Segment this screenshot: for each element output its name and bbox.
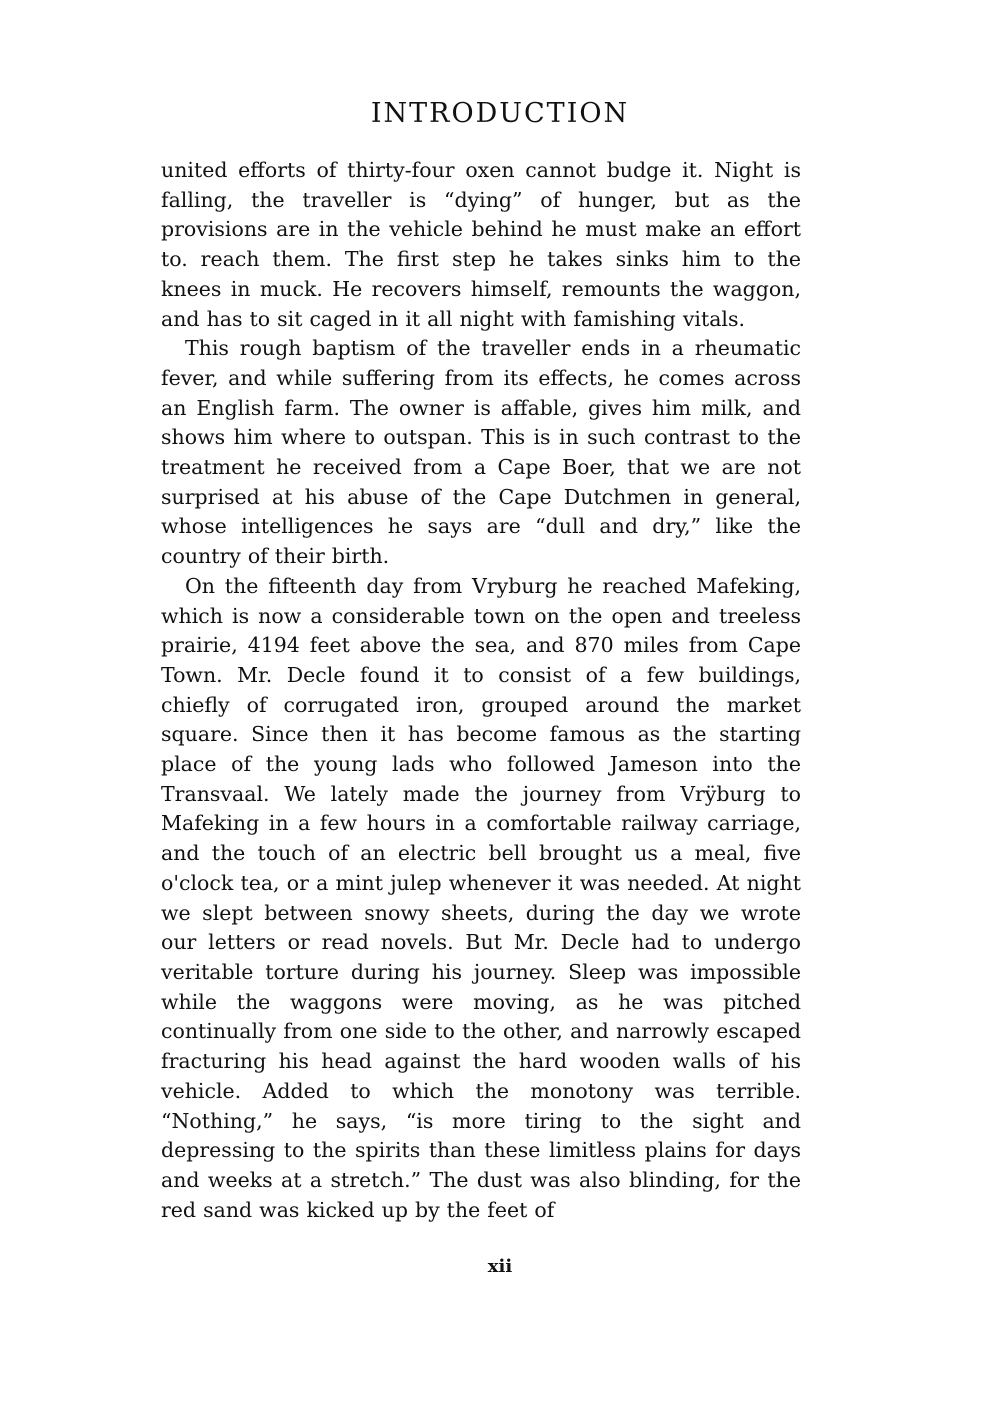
body-text [161, 156, 801, 1225]
paragraph-rheumatic-fever: This rough baptism of the traveller ends in a rheumatic fever, and while suffering from its effects, he comes across an English farm. The owner is affable, gives him milk, and shows him where to outspan. This is in such contrast to the treatment he received from a Cape Boer, that we are not surprised at his abuse of the Cape Dutchmen in general, whose intelligences he says are “dull and dry,” like the country of their birth. [161, 336, 801, 569]
paragraph-continued: united efforts of thirty-four oxen cannot budge it. Night is falling, the traveller is “dying” of hunger, but as the provisions are in the vehicle behind he must make an effort to. reach them. The first step he takes sinks him to the knees in muck. He recovers himself, remounts the waggon, and has to sit caged in it all night with famishing vitals. [161, 158, 801, 331]
paragraph-mafeking: On the fifteenth day from Vryburg he reached Mafeking, which is now a considerable town on the open and treeless prairie, 4194 feet above the sea, and 870 miles from Cape Town. Mr. Decle found it to consist of a few buildings, chiefly of corrugated iron, grouped around the market square. Since then it has become famous as the starting place of the young lads who followed Jameson into the Transvaal. We lately made the journey from Vrÿburg to Mafeking in a few hours in a comfortable railway carriage, and the touch of an electric bell brought us a meal, five o'clock tea, or a mint julep whenever it was needed. At night we slept between snowy sheets, during the day we wrote our letters or read novels. But Mr. Decle had to undergo veritable torture during his journey. Sleep was impossible while the waggons were moving, as he was pitched continually from one side to the other, and narrowly escaped fracturing his head against the hard wooden walls of his vehicle. Added to which the monotony was terrible. “Nothing,” he says, “is more tiring to the sight and depressing to the spirits than these limitless plains for days and weeks at a stretch.” The dust was also blinding, for the red sand was kicked up by the feet of [161, 573, 801, 1222]
running-head: INTRODUCTION [370, 98, 630, 129]
page-number: xii [487, 1256, 513, 1277]
